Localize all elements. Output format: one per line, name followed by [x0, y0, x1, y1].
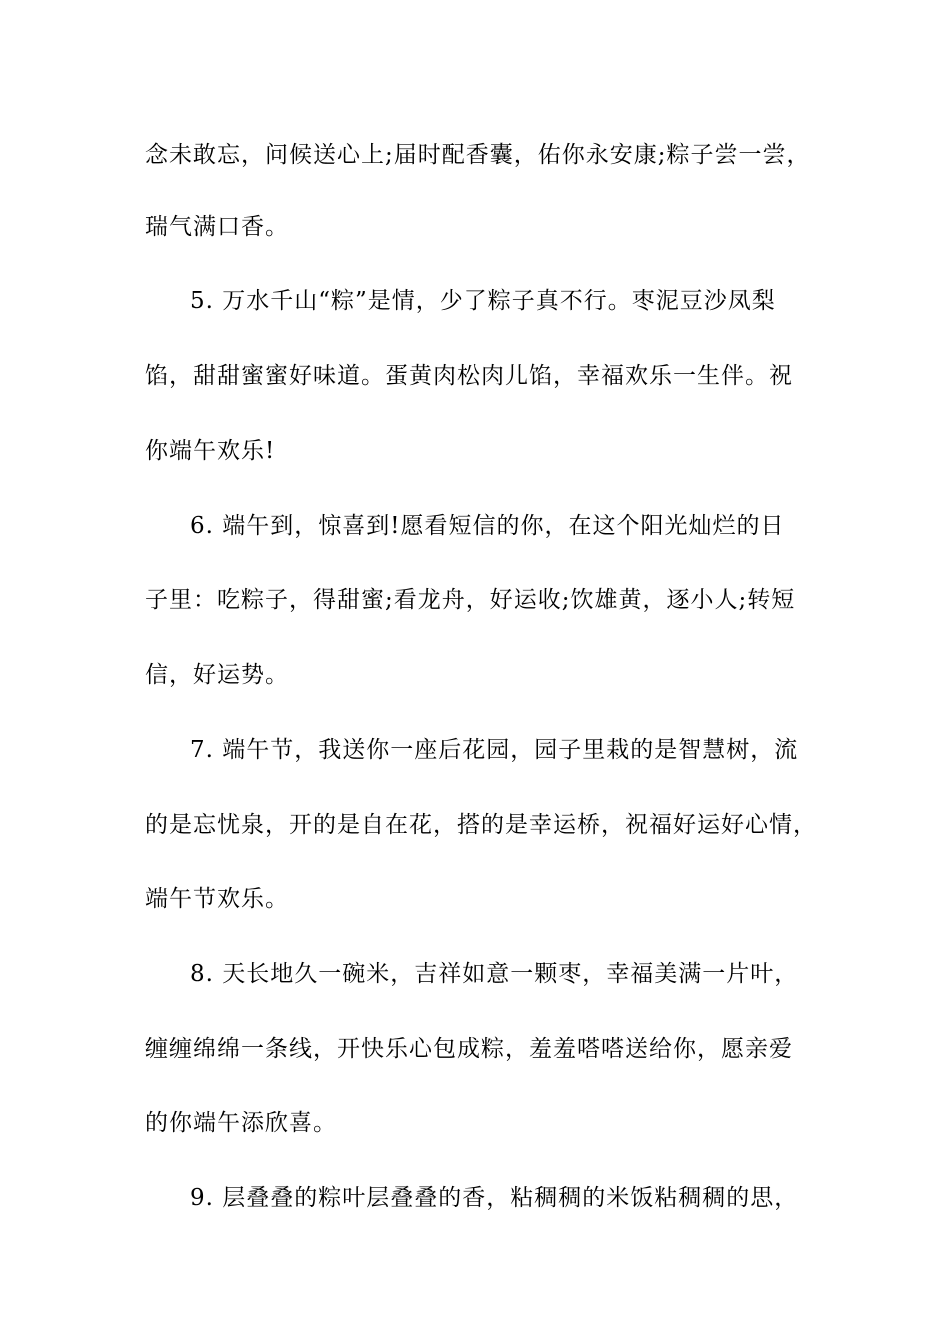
item-5-line-1: 5. 万水千山“粽”是情，少了粽子真不行。枣泥豆沙凤梨 [190, 288, 776, 314]
item-9-line-1: 9. 层叠叠的粽叶层叠叠的香，粘稠稠的米饭粘稠稠的思， [190, 1185, 799, 1211]
item-5-line-3: 你端午欢乐! [145, 438, 276, 464]
item-8-line-2: 缠缠绵绵一条线，开快乐心包成粽，羞羞嗒嗒送给你，愿亲爱 [145, 1036, 793, 1062]
text-line-2: 瑞气满口香。 [145, 214, 289, 240]
item-6-line-1: 6. 端午到，惊喜到!愿看短信的你，在这个阳光灿烂的日 [190, 513, 785, 539]
item-7-line-3: 端午节欢乐。 [145, 886, 289, 912]
item-6-line-3: 信，好运势。 [145, 662, 289, 688]
item-7-line-1: 7. 端午节，我送你一座后花园，园子里栽的是智慧树，流 [190, 737, 799, 763]
item-8-line-1: 8. 天长地久一碗米，吉祥如意一颗枣，幸福美满一片叶， [190, 961, 799, 987]
item-8-line-3: 的你端午添欣喜。 [145, 1110, 337, 1136]
item-7-line-2: 的是忘忧泉，开的是自在花，搭的是幸运桥，祝福好运好心情， [145, 812, 817, 838]
text-line-1: 念未敢忘，问候送心上;届时配香囊，佑你永安康;粽子尝一尝， [145, 142, 811, 168]
item-5-line-2: 馅，甜甜蜜蜜好味道。蛋黄肉松肉儿馅，幸福欢乐一生伴。祝 [145, 363, 793, 389]
item-6-line-2: 子里：吃粽子，得甜蜜;看龙舟，好运收;饮雄黄，逐小人;转短 [145, 587, 796, 613]
